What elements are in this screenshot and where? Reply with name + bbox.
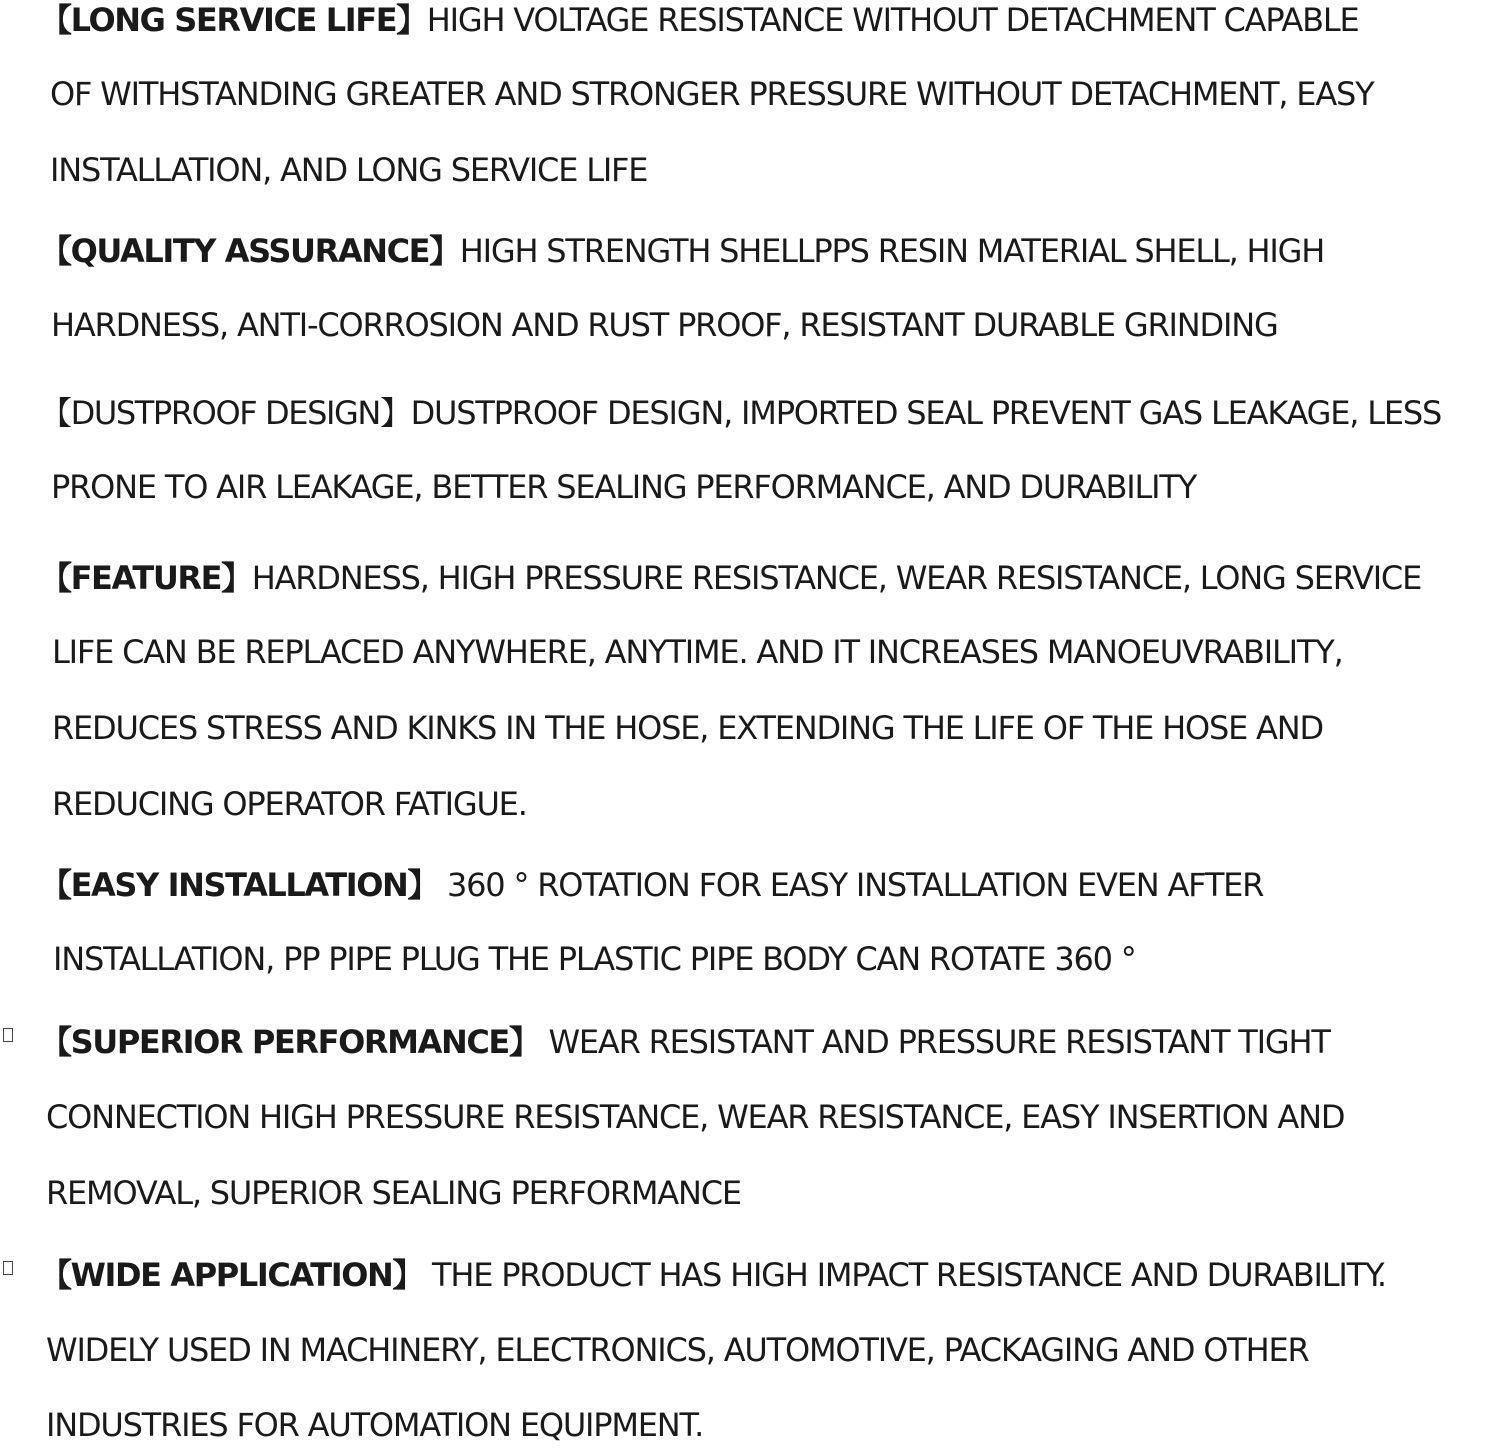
feature-heading: 【SUPERIOR PERFORMANCE】 <box>40 1023 540 1061</box>
bullet-box-icon <box>3 1261 13 1275</box>
feature-quality-assurance-line-1 <box>40 231 1324 271</box>
feature-heading: 【WIDE APPLICATION】 <box>40 1256 424 1294</box>
feature-superior-performance-line-1 <box>40 1022 1330 1062</box>
feature-heading: 【DUSTPROOF DESIGN】 <box>40 394 411 432</box>
bullet-box-icon <box>3 1028 13 1042</box>
feature-text: WEAR RESISTANT AND PRESSURE RESISTANT TIGHT <box>539 1023 1330 1061</box>
feature-wide-application-line-2: WIDELY USED IN MACHINERY, ELECTRONICS, AUTOMOTIVE, PACKAGING AND OTHER <box>46 1331 1309 1369</box>
feature-text: HIGH VOLTAGE RESISTANCE WITHOUT DETACHMENT CAPABLE <box>426 1 1359 39</box>
feature-feature-line-3: REDUCES STRESS AND KINKS IN THE HOSE, EXTENDING THE LIFE OF THE HOSE AND <box>52 709 1323 747</box>
feature-heading: 【FEATURE】 <box>40 559 252 597</box>
feature-long-service-life-line-3: INSTALLATION, AND LONG SERVICE LIFE <box>50 151 648 189</box>
feature-heading: 【EASY INSTALLATION】 <box>40 866 439 904</box>
feature-long-service-life-line-1 <box>40 0 1359 40</box>
feature-text: THE PRODUCT HAS HIGH IMPACT RESISTANCE AND DURABILITY. <box>423 1256 1386 1294</box>
feature-text: HIGH STRENGTH SHELLPPS RESIN MATERIAL SHELL, HIGH <box>459 232 1325 270</box>
feature-wide-application-line-1 <box>40 1255 1386 1295</box>
feature-superior-performance-line-2: CONNECTION HIGH PRESSURE RESISTANCE, WEAR RESISTANCE, EASY INSERTION AND <box>46 1098 1345 1136</box>
feature-wide-application-line-3: INDUSTRIES FOR AUTOMATION EQUIPMENT. <box>46 1406 704 1444</box>
feature-text: 360 ° ROTATION FOR EASY INSTALLATION EVEN AFTER <box>438 866 1264 904</box>
feature-superior-performance-line-3: REMOVAL, SUPERIOR SEALING PERFORMANCE <box>46 1174 741 1212</box>
feature-text: HARDNESS, HIGH PRESSURE RESISTANCE, WEAR RESISTANCE, LONG SERVICE <box>251 559 1422 597</box>
feature-feature-line-4: REDUCING OPERATOR FATIGUE. <box>52 785 527 823</box>
feature-easy-installation-line-2: INSTALLATION, PP PIPE PLUG THE PLASTIC PIPE BODY CAN ROTATE 360 ° <box>53 940 1136 978</box>
feature-quality-assurance-line-2: HARDNESS, ANTI-CORROSION AND RUST PROOF, RESISTANT DURABLE GRINDING <box>51 306 1278 344</box>
feature-feature-line-1 <box>40 558 1421 598</box>
feature-heading: 【LONG SERVICE LIFE】 <box>40 1 427 39</box>
feature-dustproof-design-line-1 <box>40 393 1441 433</box>
feature-feature-line-2: LIFE CAN BE REPLACED ANYWHERE, ANYTIME. AND IT INCREASES MANOEUVRABILITY, <box>52 633 1343 671</box>
feature-long-service-life-line-2: OF WITHSTANDING GREATER AND STRONGER PRESSURE WITHOUT DETACHMENT, EASY <box>50 75 1374 113</box>
feature-heading: 【QUALITY ASSURANCE】 <box>40 232 460 270</box>
feature-dustproof-design-line-2: PRONE TO AIR LEAKAGE, BETTER SEALING PERFORMANCE, AND DURABILITY <box>51 468 1197 506</box>
feature-easy-installation-line-1 <box>40 865 1263 905</box>
feature-text: DUSTPROOF DESIGN, IMPORTED SEAL PREVENT GAS LEAKAGE, LESS <box>410 394 1442 432</box>
